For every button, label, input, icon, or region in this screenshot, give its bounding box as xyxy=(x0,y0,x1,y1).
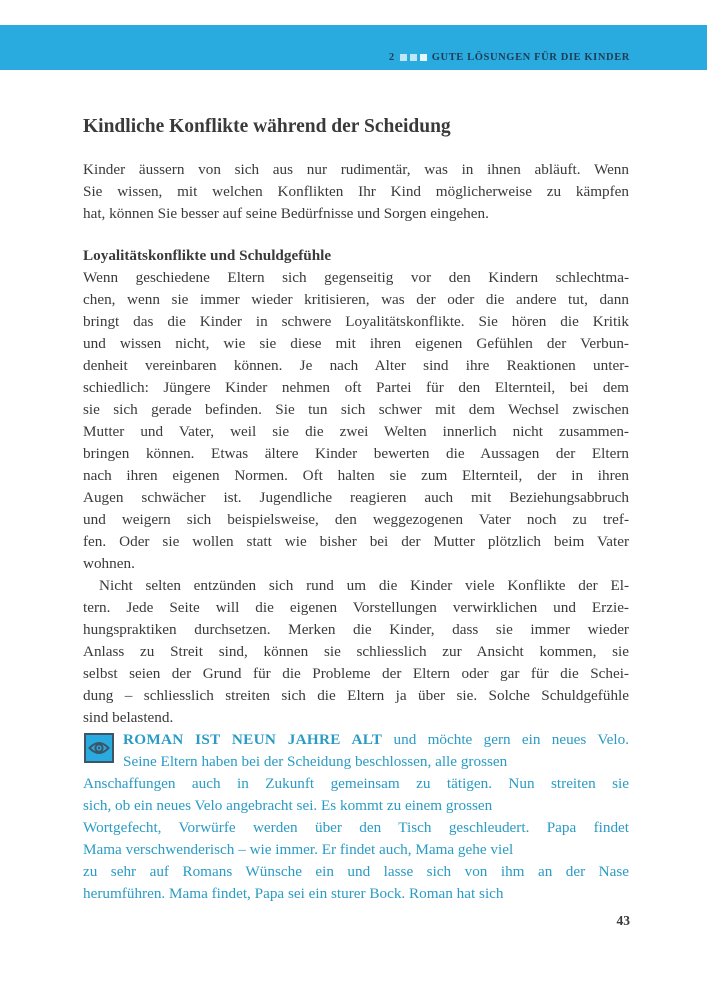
intro-paragraph xyxy=(83,159,629,225)
example-callout xyxy=(83,729,629,905)
text-line: sie sich gerade befinden. Sie tun sich schwer mit dem Wechsel zwischen xyxy=(83,401,629,418)
text-line: und weigern sich beispielsweise, den weggezogenen Vater noch zu tref- xyxy=(83,511,629,528)
text-line: herumführen. Mama findet, Papa sei ein sturer Bock. Roman hat sich xyxy=(83,885,504,902)
chapter-title: GUTE LÖSUNGEN FÜR DIE KINDER xyxy=(431,52,630,63)
text-line xyxy=(83,729,629,751)
text-line: Mutter und Vater, weil sie die zwei Welten innerlich nicht zusammen- xyxy=(83,423,629,440)
text-line: tern. Jede Seite will die eigenen Vorstellungen verwirklichen und Erzie- xyxy=(83,599,629,616)
text-line: Nicht selten entzünden sich rund um die Kinder viele Konflikte der El- xyxy=(99,577,629,594)
section-title: Kindliche Konflikte während der Scheidung xyxy=(83,116,451,137)
example-first-line: und möchte gern ein neues Velo. xyxy=(382,731,630,748)
text-line: bringt das die Kinder in schwere Loyalitätskonflikte. Sie hören die Kritik xyxy=(83,313,629,330)
text-line: Sie wissen, mit welchen Konflikten Ihr Kind möglicherweise zu kämpfen xyxy=(83,183,629,200)
text-line: Anschaffungen auch in Zukunft gemeinsam zu tätigen. Nun streiten sie xyxy=(83,775,629,792)
example-lead: ROMAN IST NEUN JAHRE ALT xyxy=(123,731,383,748)
chapter-header-bar xyxy=(0,25,707,70)
chapter-number: 2 xyxy=(388,52,395,63)
text-line: Anlass zu Streit sind, können sie schliesslich zur Ansicht kommen, sie xyxy=(83,643,629,660)
page-number: 43 xyxy=(616,913,630,928)
text-line: selbst seien der Grund für die Probleme der Eltern oder gar für die Schei- xyxy=(83,665,629,682)
text-line: schiedlich: Jüngere Kinder nehmen oft Partei für den Elternteil, bei dem xyxy=(83,379,629,396)
text-line: sind belastend. xyxy=(83,709,174,726)
text-line: dung – schliesslich streiten sich die Eltern ja über sie. Solche Schuldgefühle xyxy=(83,687,629,704)
text-line: zu sehr auf Romans Wünsche ein und lasse sich von ihm an der Nase xyxy=(83,863,629,880)
subsection-heading: Loyalitätskonflikte und Schuldgefühle xyxy=(83,247,332,264)
text-line: und wissen nicht, wie sie diese mit ihren eigenen Gefühlen der Verbun- xyxy=(83,335,629,352)
text-line: denheit vereinbaren können. Je nach Alter sind ihre Reaktionen unter- xyxy=(83,357,629,374)
running-header xyxy=(389,52,630,63)
text-line: fen. Oder sie wollen statt wie bisher bei der Mutter plötzlich beim Vater xyxy=(83,533,629,550)
text-line: Kinder äussern von sich aus nur rudimentär, was in ihnen abläuft. Wenn xyxy=(83,161,629,178)
text-line: hat, können Sie besser auf seine Bedürfnisse und Sorgen eingehen. xyxy=(83,205,489,222)
decorative-squares-icon xyxy=(400,54,427,61)
text-line: hungspraktiken durchsetzen. Merken die Kinder, dass sie immer wieder xyxy=(83,621,629,638)
subsection-body xyxy=(83,245,629,729)
text-line: bringen können. Etwas ältere Kinder bewerten die Aussagen der Eltern xyxy=(83,445,629,462)
text-line: chen, wenn sie immer wieder kritisieren, was der oder die andere tut, dann xyxy=(83,291,629,308)
text-line: Mama verschwenderisch – wie immer. Er findet auch, Mama gehe viel xyxy=(83,841,514,858)
text-line: nach ihren eigenen Normen. Oft halten sie zum Elternteil, der in ihren xyxy=(83,467,629,484)
text-line: Augen schwächer ist. Jugendliche reagieren auch mit Beziehungsabbruch xyxy=(83,489,629,506)
text-line: sich, ob ein neues Velo angebracht sei. Es kommt zu einem grossen xyxy=(83,797,493,814)
text-line: Seine Eltern haben bei der Scheidung beschlossen, alle grossen xyxy=(123,753,508,770)
text-line: wohnen. xyxy=(83,555,135,572)
text-line: Wenn geschiedene Eltern sich gegenseitig vor den Kindern schlechtma- xyxy=(83,269,629,286)
text-line: Wortgefecht, Vorwürfe werden über den Tisch geschleudert. Papa findet xyxy=(83,819,629,836)
